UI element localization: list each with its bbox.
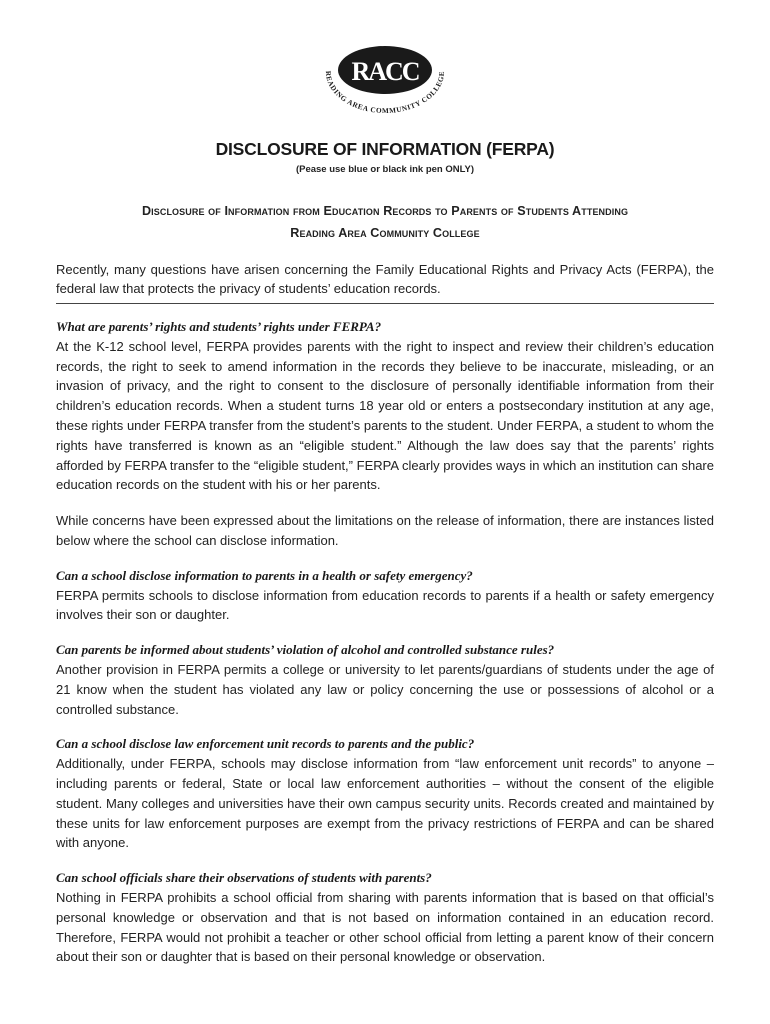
faq-section-observations: [56, 868, 714, 967]
faq-section-emergency: [56, 566, 714, 625]
page-title: DISCLOSURE OF INFORMATION (FERPA): [215, 139, 555, 159]
faq-question: Can parents be informed about students’ violation of alcohol and controlled substance rules?: [56, 642, 555, 658]
faq-question: What are parents’ rights and students’ rights under FERPA?: [56, 319, 382, 334]
faq-answer: FERPA permits schools to disclose information from education records to parents if a health or safety emergency involves their son or daughter.: [56, 587, 714, 623]
faq-section-law-enforcement: [56, 734, 714, 853]
section-heading: [40, 200, 730, 244]
heading-line-2: Reading Area Community College: [290, 226, 480, 240]
ink-instruction: (Pease use blue or black ink pen ONLY): [295, 164, 475, 175]
logo-initials: RACC: [351, 57, 419, 86]
faq-question: Can school officials share their observations of students with parents?: [56, 870, 432, 886]
faq-answer: Another provision in FERPA permits a college or university to let parents/guardians of students under the age of 21 know when the student has violated any law or policy concerning the use or possessions of alcohol or a controlled substance.: [56, 661, 714, 717]
faq-question: Can a school disclose information to parents in a health or safety emergency?: [56, 567, 473, 583]
intro-paragraph: Recently, many questions have arisen concerning the Family Educational Rights and Privacy Acts (FERPA), the federal law that protects the privacy of students’ education records.: [56, 262, 714, 296]
faq-section-alcohol: [56, 640, 714, 719]
faq-section-rights: [56, 317, 714, 495]
faq-section-limitations: [56, 511, 714, 551]
faq-answer: Nothing in FERPA prohibits a school official from sharing with parents information that is based on that official’s personal knowledge or observation and that is not based on information contained in an education record. Therefore, FERPA would not prohibit a teacher or other school official from letting a parent know of their concern about their son or daughter that is based on their personal knowledge or observation.: [56, 889, 714, 965]
faq-answer: Additionally, under FERPA, schools may disclose information from “law enforcement unit records” to anyone – including parents or federal, State or local law enforcement authorities – without the consent of the eligible student. Many colleges and universities have their own campus security units. Records created and maintained by these units for law enforcement purposes are exempt from the privacy restrictions of FERPA and can be shared with anyone.: [56, 756, 714, 851]
faq-answer: At the K-12 school level, FERPA provides parents with the right to inspect and review their children’s education records, the right to seek to amend information in the records they believe to be inaccurate, misleading, or an invasion of privacy, and the right to consent to the disclosure of personally identifiable information from their children’s education records. When a student turns 18 year old or enters a postsecondary institution at any age, these rights under FERPA transfer from the student’s parents to the student. Under FERPA, a student to whom the rights have transferred is known as an “eligible student.” Although the law does say that the parents’ rights afforded by FERPA transfer to the “eligible student,” FERPA clearly provides ways in which an institution can share education records on the student with his or her parents.: [56, 338, 714, 493]
racc-logo-icon: [318, 44, 452, 118]
logo-arc-text: READING AREA COMMUNITY COLLEGE: [323, 70, 447, 116]
faq-answer: While concerns have been expressed about the limitations on the release of information, there are instances listed below where the school can disclose information.: [56, 513, 714, 548]
racc-logo: [318, 44, 452, 118]
faq-question: Can a school disclose law enforcement unit records to parents and the public?: [56, 736, 475, 752]
faq-body: [56, 317, 714, 982]
heading-line-1: Disclosure of Information from Education Records to Parents of Students Attending: [141, 204, 629, 218]
divider: [56, 303, 714, 304]
